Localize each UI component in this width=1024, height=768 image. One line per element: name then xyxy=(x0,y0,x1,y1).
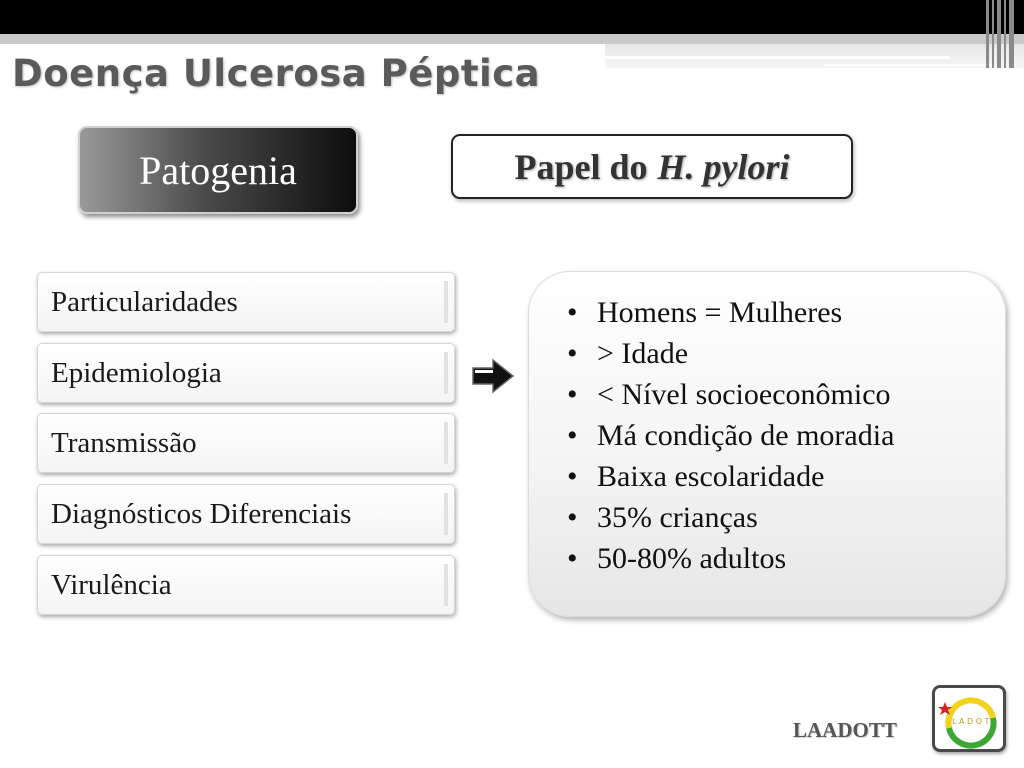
logo-emblem-icon xyxy=(935,688,1003,749)
top-banner xyxy=(0,0,1024,34)
top-banner-stripes xyxy=(986,0,1016,68)
top-banner-line-short xyxy=(825,64,995,66)
hpylori-role-heading xyxy=(451,134,853,199)
epidemiology-list-box xyxy=(528,271,1006,617)
list-item: • 35% crianças xyxy=(567,497,894,538)
list-item: • 50-80% adultos xyxy=(567,538,894,579)
epidemiology-list xyxy=(567,292,894,579)
list-item: • > Idade xyxy=(567,333,894,374)
top-banner-gray-band xyxy=(0,34,1024,44)
footer-label: LAADOTT xyxy=(793,718,897,742)
hpylori-heading-prefix: Papel do xyxy=(514,146,648,187)
menu-item-epidemiologia[interactable]: Epidemiologia xyxy=(37,343,455,403)
laadott-logo xyxy=(932,685,1006,752)
menu-item-diagnosticos-diferenciais[interactable]: Diagnósticos Diferenciais xyxy=(37,484,455,544)
menu-item-virulencia[interactable]: Virulência xyxy=(37,555,455,615)
list-item: • Baixa escolaridade xyxy=(567,456,894,497)
list-item: • Má condição de moradia xyxy=(567,415,894,456)
slide-title: Doença Ulcerosa Péptica xyxy=(12,52,541,95)
list-item: • < Nível socioeconômico xyxy=(567,374,894,415)
menu-item-transmissao[interactable]: Transmissão xyxy=(37,413,455,473)
hpylori-heading-italic: H. pylori xyxy=(657,146,790,187)
list-item: • Homens = Mulheres xyxy=(567,292,894,333)
svg-text:L A D O T: L A D O T xyxy=(952,717,990,726)
menu-item-particularidades[interactable]: Particularidades xyxy=(37,272,455,332)
patogenia-button[interactable]: Patogenia xyxy=(78,126,358,214)
top-banner-line xyxy=(605,56,950,59)
right-arrow-icon xyxy=(471,358,515,394)
